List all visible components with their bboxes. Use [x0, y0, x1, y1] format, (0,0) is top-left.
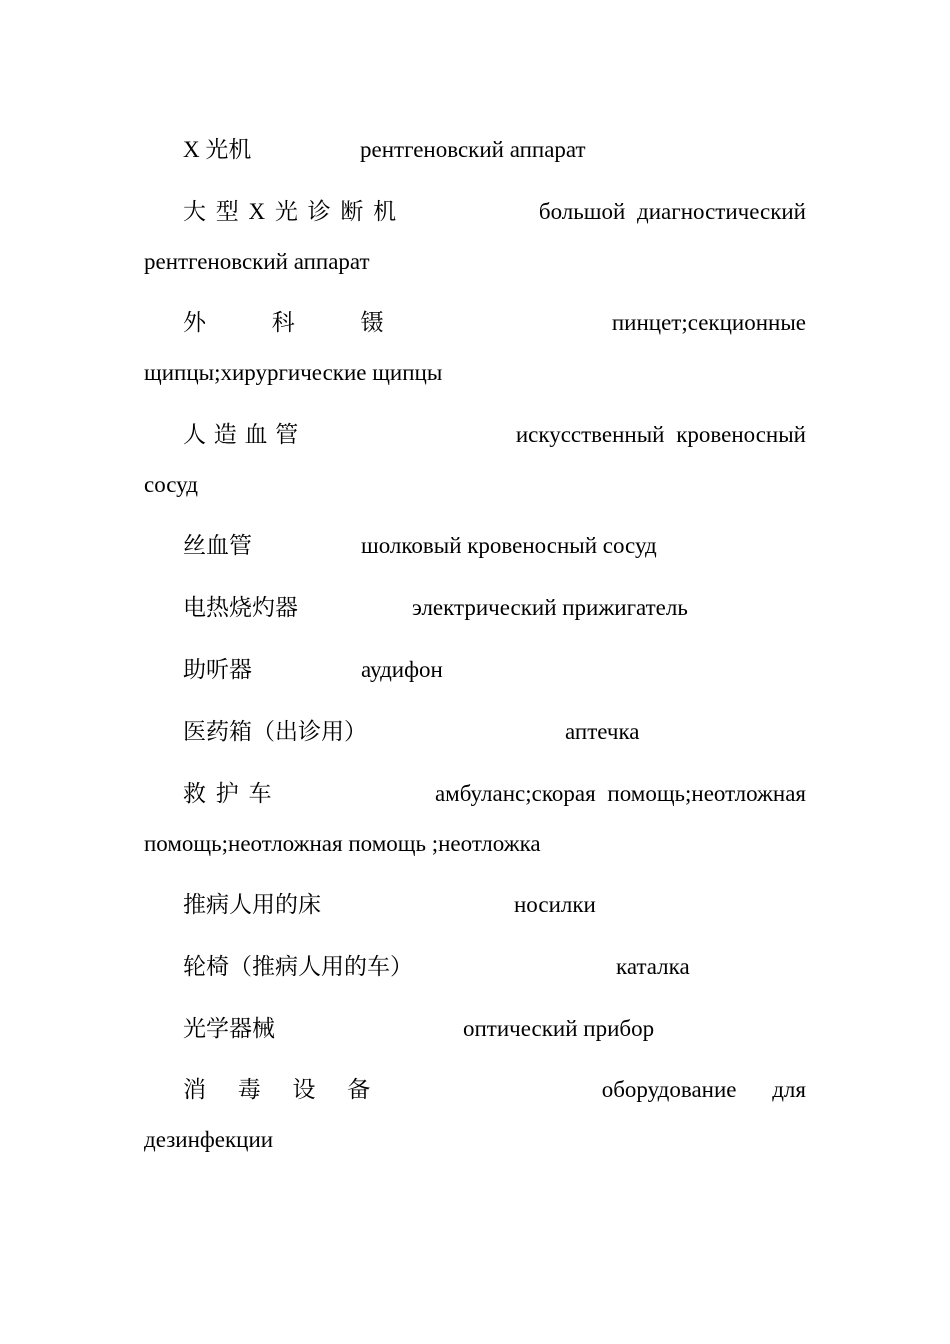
russian-term: аптечка [565, 719, 640, 744]
list-item-continuation [144, 1124, 806, 1156]
list-item [144, 592, 806, 624]
list-item [144, 134, 806, 166]
russian-term-continuation: рентгеновский аппарат [144, 249, 370, 274]
russian-term-continuation: помощь;неотложная помощь ;неотложка [144, 831, 541, 856]
chinese-term: X 光机 [183, 137, 252, 162]
chinese-term: 消 毒 设 备 [183, 1077, 371, 1102]
chinese-term: 外 科 镊 [183, 310, 384, 335]
chinese-term: 大 型 X 光 诊 断 机 [183, 199, 397, 224]
chinese-term: 轮椅（推病人用的车） [183, 954, 413, 979]
list-item [144, 196, 806, 228]
russian-term: искусственный кровеносный [515, 422, 806, 447]
russian-term-continuation: сосуд [144, 472, 198, 497]
list-item [144, 889, 806, 921]
chinese-term: 推病人用的床 [183, 892, 321, 917]
chinese-term: 电热烧灼器 [183, 595, 298, 620]
russian-term-continuation: дезинфекции [144, 1127, 274, 1152]
chinese-term: 人 造 血 管 [183, 422, 299, 447]
list-item [144, 419, 806, 451]
russian-term: каталка [616, 954, 690, 979]
list-item [144, 307, 806, 339]
list-item [144, 530, 806, 562]
russian-term: шолковый кровеносный сосуд [361, 533, 657, 558]
russian-term: большой диагностический [538, 199, 806, 224]
russian-term: оптический прибор [463, 1016, 655, 1041]
russian-term: носилки [514, 892, 596, 917]
chinese-term: 助听器 [183, 657, 252, 682]
list-item [144, 1013, 806, 1045]
chinese-term: 光学器械 [183, 1016, 275, 1041]
russian-term: амбуланс;скорая помощь;неотложная [434, 781, 806, 806]
russian-term-continuation: щипцы;хирургические щипцы [144, 360, 443, 385]
list-item [144, 778, 806, 810]
russian-term: электрический прижигатель [412, 595, 688, 620]
russian-term: оборудование для [601, 1077, 806, 1102]
list-item-continuation [144, 828, 806, 860]
chinese-term: 丝血管 [183, 533, 252, 558]
list-item-continuation [144, 357, 806, 389]
list-item [144, 1074, 806, 1106]
chinese-term: 医药箱（出诊用） [183, 719, 367, 744]
list-item [144, 716, 806, 748]
list-item [144, 951, 806, 983]
chinese-term: 救 护 车 [183, 781, 272, 806]
list-item-continuation [144, 469, 806, 501]
list-item [144, 654, 806, 686]
russian-term: пинцет;секционные [611, 310, 806, 335]
russian-term: аудифон [361, 657, 443, 682]
list-item-continuation [144, 246, 806, 278]
russian-term: рентгеновский аппарат [360, 137, 586, 162]
